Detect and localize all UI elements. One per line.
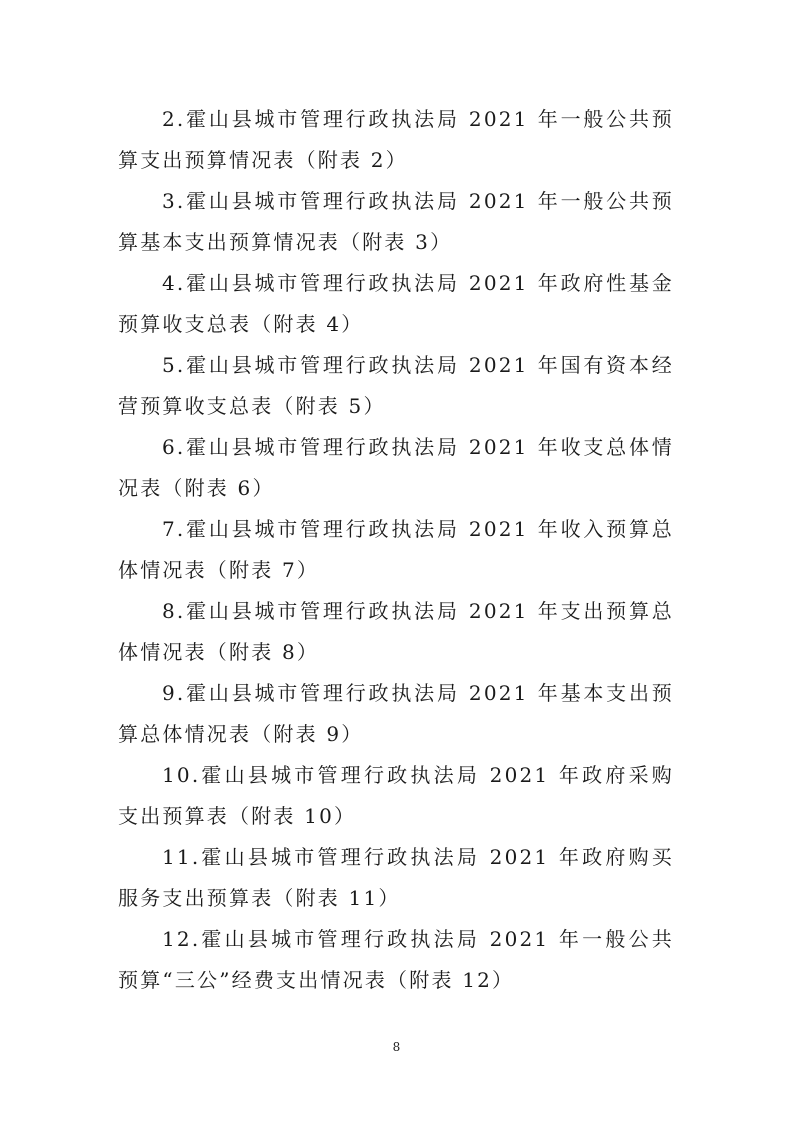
- list-item: 12.霍山县城市管理行政执法局 2021 年一般公共预算“三公”经费支出情况表（附表 12）: [118, 927, 674, 992]
- list-item: 4.霍山县城市管理行政执法局 2021 年政府性基金预算收支总表（附表 4）: [118, 271, 674, 336]
- list-item: 6.霍山县城市管理行政执法局 2021 年收支总体情况表（附表 6）: [118, 435, 674, 500]
- list-item: 2.霍山县城市管理行政执法局 2021 年一般公共预算支出预算情况表（附表 2）: [118, 107, 674, 172]
- list-item: 5.霍山县城市管理行政执法局 2021 年国有资本经营预算收支总表（附表 5）: [118, 353, 674, 418]
- list-item: 3.霍山县城市管理行政执法局 2021 年一般公共预算基本支出预算情况表（附表 3）: [118, 189, 674, 254]
- page-number: 8: [392, 1040, 401, 1054]
- list-item: 10.霍山县城市管理行政执法局 2021 年政府采购支出预算表（附表 10）: [118, 763, 674, 828]
- list-item: 11.霍山县城市管理行政执法局 2021 年政府购买服务支出预算表（附表 11）: [118, 845, 674, 910]
- attachment-list: [118, 99, 674, 1001]
- list-item: 8.霍山县城市管理行政执法局 2021 年支出预算总体情况表（附表 8）: [118, 599, 674, 664]
- list-item: 7.霍山县城市管理行政执法局 2021 年收入预算总体情况表（附表 7）: [118, 517, 674, 582]
- list-item: 9.霍山县城市管理行政执法局 2021 年基本支出预算总体情况表（附表 9）: [118, 681, 674, 746]
